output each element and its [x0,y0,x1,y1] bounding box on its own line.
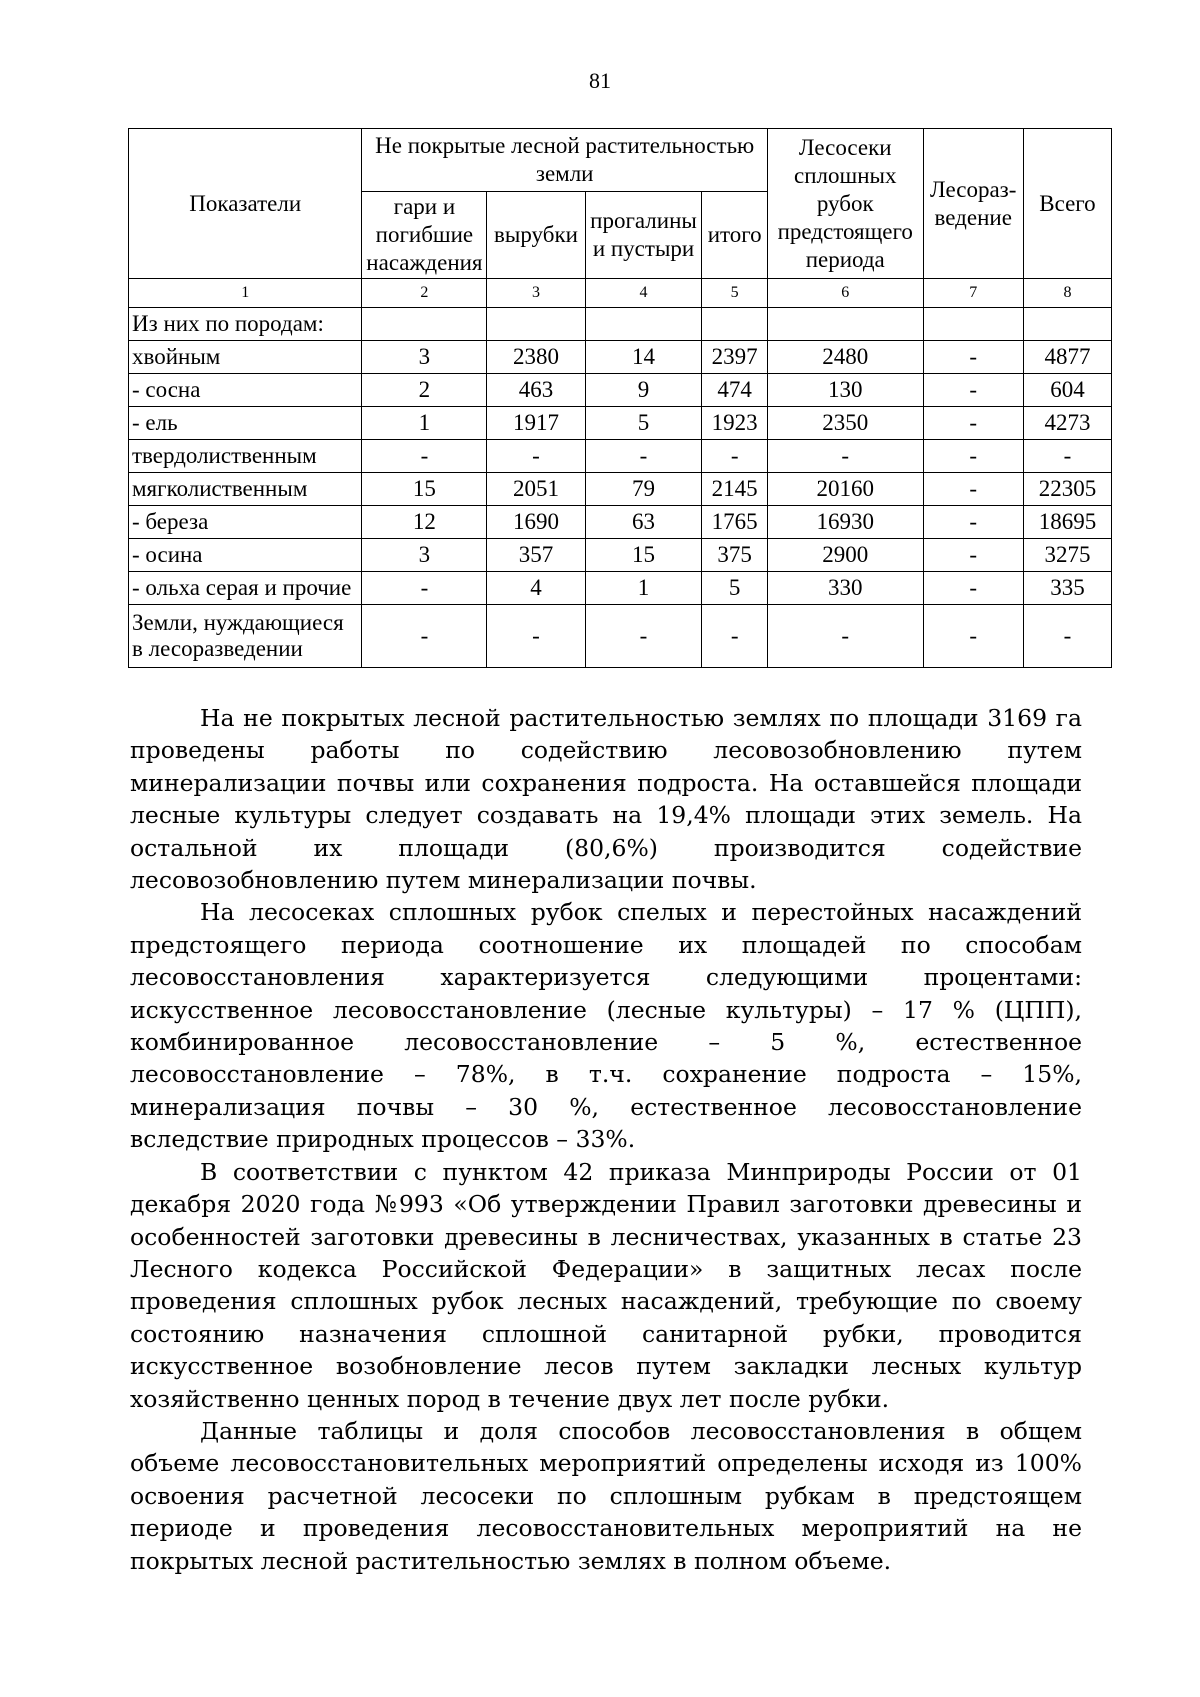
column-number-row [129,279,1112,308]
table-cell: 4273 [1023,407,1111,440]
row-label: мягколиственным [129,473,362,506]
table-cell: 18695 [1023,506,1111,539]
table-cell: 2145 [702,473,768,506]
column-number: 8 [1023,279,1111,308]
table-cell [362,308,487,341]
header-burns: гари и погибшие насаждения [362,192,487,279]
table-cell [487,308,585,341]
table-cell: 1917 [487,407,585,440]
paragraph: На не покрытых лесной растительностью землях по площади 3169 га проведены работы по содействию лесовозобновлению путем минерализации почвы или сохранения подроста. На оставшейся площади лесные культуры следует создавать на 19,4% площади этих земель. На остальной их площади (80,6%) производится содействие лесовозобновлению путем минерализации почвы. [130,704,1082,895]
table-cell: 4877 [1023,341,1111,374]
table-cell: 1 [362,407,487,440]
table-cell: - [767,440,923,473]
column-number: 5 [702,279,768,308]
table-row [129,440,1112,473]
table-row [129,605,1112,668]
table-cell: - [923,539,1023,572]
row-label: - береза [129,506,362,539]
table-cell: - [487,605,585,668]
header-afforestation: Лесораз-ведение [923,129,1023,279]
table-row [129,506,1112,539]
table-cell: - [585,605,702,668]
table-cell: 3 [362,341,487,374]
table-cell: 20160 [767,473,923,506]
table-cell: 2480 [767,341,923,374]
table-cell: - [923,473,1023,506]
table-cell: 2051 [487,473,585,506]
table-cell: - [923,440,1023,473]
table-cell: - [1023,440,1111,473]
table-cell: - [487,440,585,473]
table-cell: 15 [362,473,487,506]
row-label: Земли, нуждающиеся в лесоразведении [129,605,362,668]
table-cell: - [362,572,487,605]
table-cell: 130 [767,374,923,407]
column-number: 1 [129,279,362,308]
table-cell: 9 [585,374,702,407]
table-cell: 357 [487,539,585,572]
table-row [129,539,1112,572]
table-cell: 79 [585,473,702,506]
row-label: твердолиственным [129,440,362,473]
row-label: - осина [129,539,362,572]
table-row [129,473,1112,506]
header-cuttings: вырубки [487,192,585,279]
page-number: 81 [589,68,611,93]
table-cell: 15 [585,539,702,572]
table-cell [585,308,702,341]
table-row [129,341,1112,374]
column-number: 2 [362,279,487,308]
table-cell: 330 [767,572,923,605]
column-number: 7 [923,279,1023,308]
table-cell: 3 [362,539,487,572]
table-cell: 2397 [702,341,768,374]
table-cell [702,308,768,341]
table-cell: 1 [585,572,702,605]
table-cell: 2 [362,374,487,407]
table-cell: 5 [585,407,702,440]
table-cell: 604 [1023,374,1111,407]
column-number: 6 [767,279,923,308]
table-cell: 22305 [1023,473,1111,506]
table-cell: 2380 [487,341,585,374]
table-cell: 2900 [767,539,923,572]
table-cell: 1923 [702,407,768,440]
row-label: - ольха серая и прочие [129,572,362,605]
table-cell: 5 [702,572,768,605]
header-subtotal: итого [702,192,768,279]
table-cell: 2350 [767,407,923,440]
table-cell: - [767,605,923,668]
table-cell: - [1023,605,1111,668]
table-cell: 16930 [767,506,923,539]
header-clearcut-areas: Лесосеки сплошных рубок предстоящего периода [767,129,923,279]
table-cell: 1765 [702,506,768,539]
table-cell: 12 [362,506,487,539]
table-cell: - [923,341,1023,374]
table-cell: 4 [487,572,585,605]
header-row-top [129,129,1112,192]
table-cell [923,308,1023,341]
table-cell: 3275 [1023,539,1111,572]
paragraph: На лесосеках сплошных рубок спелых и перестойных насаждений предстоящего периода соотношение их площадей по способам лесовосстановления характеризуется следующими процентами: искусственное лесовосстановление (лесные культуры) – 17 % (ЦПП), комбинированное лесовосстановление – 5 %, естественное лесовосстановление – 78%, в т.ч. сохранение подроста – 15%, минерализация почвы – 30 %, естественное лесовосстановление вследствие природных процессов – 33%. [130,898,1082,1154]
table-row [129,572,1112,605]
table-cell: 474 [702,374,768,407]
table-cell: - [702,440,768,473]
row-label: хвойным [129,341,362,374]
row-label: - ель [129,407,362,440]
table-cell: - [585,440,702,473]
table-cell: 14 [585,341,702,374]
table-cell: 1690 [487,506,585,539]
table-row [129,374,1112,407]
paragraph: В соответствии с пунктом 42 приказа Минприроды России от 01 декабря 2020 года №993 «Об утверждении Правил заготовки древесины и особенностей заготовки древесины в лесничествах, указанных в статье 23 Лесного кодекса Российской Федерации» в защитных лесах после проведения сплошных рубок лесных насаждений, требующие по своему состоянию назначения сплошной санитарной рубки, проводится искусственное возобновление лесов путем закладки лесных культур хозяйственно ценных пород в течение двух лет после рубки. [130,1157,1082,1413]
table-cell: - [923,407,1023,440]
column-number: 4 [585,279,702,308]
header-indicators: Показатели [129,129,362,279]
table-cell: 375 [702,539,768,572]
table-cell: - [923,605,1023,668]
table-cell: 335 [1023,572,1111,605]
forest-restoration-table [128,128,1112,668]
row-label: - сосна [129,374,362,407]
table-cell: - [362,605,487,668]
table-cell: - [923,572,1023,605]
table-cell: 463 [487,374,585,407]
header-not-covered-lands: Не покрытые лесной растительностью земли [362,129,767,192]
table-cell [1023,308,1111,341]
header-total: Всего [1023,129,1111,279]
body-text [130,702,1082,1577]
header-glades: прогалины и пустыри [585,192,702,279]
paragraph: Данные таблицы и доля способов лесовосстановления в общем объеме лесовосстановительных мероприятий определены исходя из 100% освоения расчетной лесосеки по сплошным рубкам в предстоящем периоде и проведения лесовосстановительных мероприятий на не покрытых лесной растительностью землях в полном объеме. [130,1416,1082,1575]
table-cell [767,308,923,341]
table-cell: 63 [585,506,702,539]
table-row [129,407,1112,440]
column-number: 3 [487,279,585,308]
row-label: Из них по породам: [129,308,362,341]
table-cell: - [702,605,768,668]
table-cell: - [362,440,487,473]
table-cell: - [923,374,1023,407]
table-cell: - [923,506,1023,539]
table-row [129,308,1112,341]
